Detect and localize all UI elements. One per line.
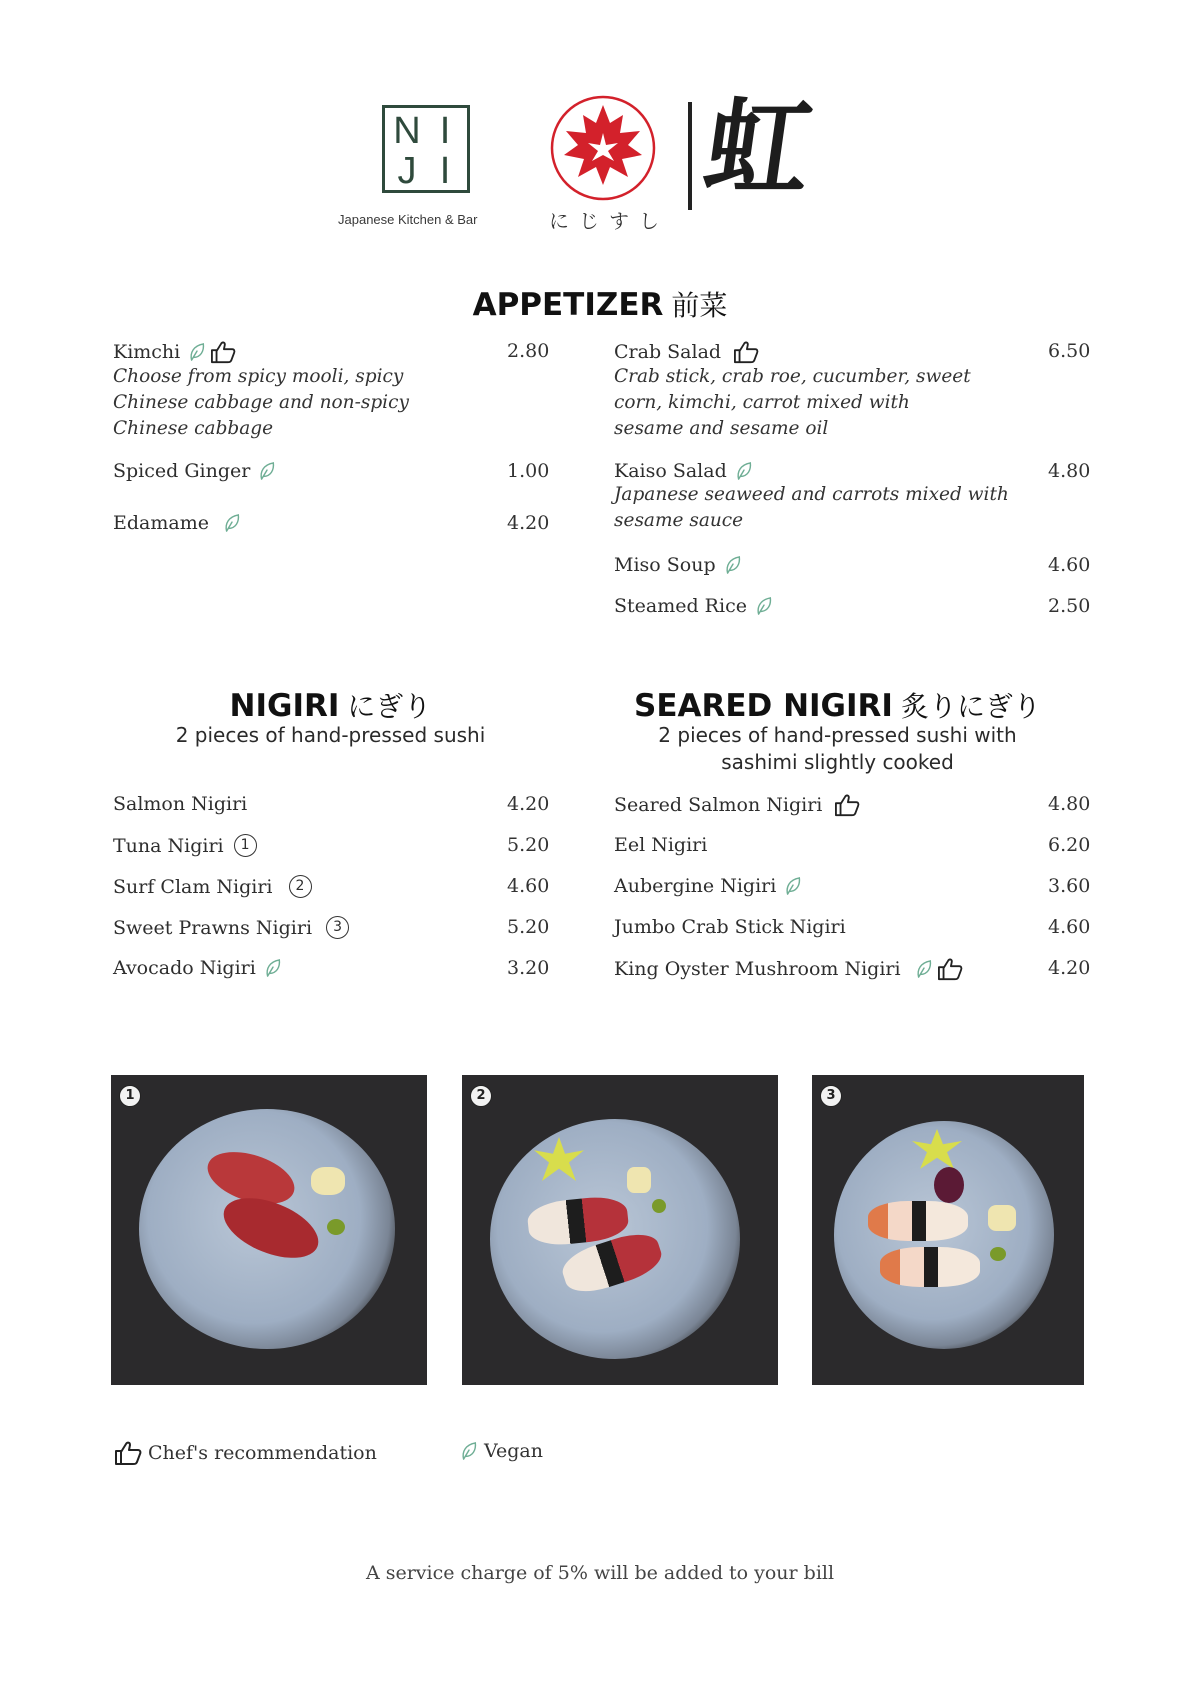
item-name: Surf Clam Nigiri xyxy=(113,875,273,898)
item-price: 2.50 xyxy=(1048,595,1091,617)
menu-item-king-oyster-mushroom-nigiri xyxy=(614,957,1089,981)
item-price: 6.50 xyxy=(1048,340,1091,362)
photo-surf-clam-nigiri xyxy=(462,1075,778,1385)
thumbs-up-icon xyxy=(937,957,963,981)
legend-label: Chef's recommendation xyxy=(148,1442,377,1464)
nigiri-title xyxy=(113,685,548,725)
item-description: Crab stick, crab roe, cucumber, sweet corn, kimchi, carrot mixed with sesame and sesame oil xyxy=(614,366,971,439)
logo-subtitle: Japanese Kitchen & Bar xyxy=(338,212,478,227)
item-price: 4.20 xyxy=(507,512,550,534)
nigiri-subtitle: 2 pieces of hand-pressed sushi xyxy=(175,723,486,747)
item-name: Steamed Rice xyxy=(614,595,747,617)
item-name: Kimchi xyxy=(113,341,181,363)
service-charge-note: A service charge of 5% will be added to your bill xyxy=(365,1562,835,1584)
photo-sweet-prawns-nigiri xyxy=(812,1075,1084,1385)
logo-letter: J xyxy=(397,150,417,192)
item-price: 4.20 xyxy=(1048,957,1091,979)
photo-ref-2-icon: 2 xyxy=(289,875,312,898)
seared-nigiri-title xyxy=(600,685,1075,725)
thumbs-up-icon xyxy=(834,793,860,817)
niji-logo xyxy=(382,105,470,193)
photo-ref-3-icon: 3 xyxy=(326,916,349,939)
photo-ref-1-icon: 1 xyxy=(234,834,257,857)
menu-item-avocado-nigiri xyxy=(113,957,548,979)
appetizer-title-jp: 前菜 xyxy=(671,289,728,322)
item-name: King Oyster Mushroom Nigiri xyxy=(614,958,901,980)
vegan-leaf-icon xyxy=(460,1441,478,1461)
item-price: 4.80 xyxy=(1048,460,1091,482)
menu-item-tuna-nigiri xyxy=(113,834,548,857)
item-name: Edamame xyxy=(113,512,209,534)
item-name: Crab Salad xyxy=(614,341,722,363)
logo-divider xyxy=(688,102,692,210)
nigiri-title-en: NIGIRI xyxy=(229,688,340,724)
seared-nigiri-title-jp: 炙りにぎり xyxy=(900,690,1041,723)
item-description: Choose from spicy mooli, spicy Chinese cabbage and non-spicy Chinese cabbage xyxy=(113,366,409,439)
vegan-leaf-icon xyxy=(258,461,276,481)
appetizer-title-en: APPETIZER xyxy=(472,287,664,323)
thumbs-up-icon xyxy=(733,340,759,364)
item-price: 4.60 xyxy=(1048,554,1091,576)
vegan-leaf-icon xyxy=(735,461,753,481)
vegan-leaf-icon xyxy=(724,555,742,575)
logo-letter: I xyxy=(439,150,451,192)
item-name: Sweet Prawns Nigiri xyxy=(113,916,313,939)
menu-item-miso-soup xyxy=(614,554,1089,576)
legend-vegan xyxy=(460,1440,543,1462)
menu-item-seared-salmon-nigiri xyxy=(614,793,1089,817)
item-price: 4.60 xyxy=(507,875,550,897)
menu-item-surf-clam-nigiri xyxy=(113,875,548,898)
menu-item-aubergine-nigiri xyxy=(614,875,1089,897)
logo-kana: にじすし xyxy=(549,209,669,233)
item-name: Salmon Nigiri xyxy=(113,793,248,815)
photo-badge: 3 xyxy=(820,1085,842,1107)
legend-label: Vegan xyxy=(484,1440,543,1462)
nigiri-title-jp: にぎり xyxy=(347,690,432,723)
item-price: 4.80 xyxy=(1048,793,1091,815)
photo-badge: 1 xyxy=(119,1085,141,1107)
item-price: 6.20 xyxy=(1048,834,1091,856)
menu-item-spiced-ginger xyxy=(113,460,548,482)
item-price: 1.00 xyxy=(507,460,550,482)
menu-item-jumbo-crab-stick-nigiri xyxy=(614,916,1089,938)
thumbs-up-icon xyxy=(114,1440,142,1466)
item-name: Spiced Ginger xyxy=(113,460,251,482)
menu-item-kimchi xyxy=(113,340,548,442)
menu-item-sweet-prawns-nigiri xyxy=(113,916,548,939)
subtitle-line-1: 2 pieces of hand-pressed sushi with xyxy=(658,723,1017,747)
appetizer-title xyxy=(0,284,1200,324)
legend-chef-recommendation xyxy=(114,1440,377,1466)
photo-tuna-nigiri xyxy=(111,1075,427,1385)
vegan-leaf-icon xyxy=(915,959,933,979)
item-name: Kaiso Salad xyxy=(614,460,727,482)
item-price: 5.20 xyxy=(507,834,550,856)
item-name: Jumbo Crab Stick Nigiri xyxy=(614,916,846,938)
item-price: 5.20 xyxy=(507,916,550,938)
thumbs-up-icon xyxy=(210,340,236,364)
logo-letter: N xyxy=(393,110,421,152)
item-name: Seared Salmon Nigiri xyxy=(614,794,823,816)
photo-badge: 2 xyxy=(470,1085,492,1107)
seared-nigiri-title-en: SEARED NIGIRI xyxy=(634,688,893,724)
item-name: Avocado Nigiri xyxy=(113,957,256,979)
logo-kanji: 虹 xyxy=(697,87,819,209)
item-name: Eel Nigiri xyxy=(614,834,708,856)
menu-item-crab-salad xyxy=(614,340,1089,442)
item-price: 3.60 xyxy=(1048,875,1091,897)
vegan-leaf-icon xyxy=(264,958,282,978)
seared-nigiri-subtitle xyxy=(600,722,1075,776)
item-name: Miso Soup xyxy=(614,554,716,576)
logo-letter: I xyxy=(439,110,451,152)
vegan-leaf-icon xyxy=(784,876,802,896)
menu-item-kaiso-salad xyxy=(614,460,1089,534)
menu-item-steamed-rice xyxy=(614,595,1089,617)
menu-item-salmon-nigiri xyxy=(113,793,548,815)
item-price: 3.20 xyxy=(507,957,550,979)
maple-leaf-logo-icon xyxy=(548,93,658,203)
item-description: Japanese seaweed and carrots mixed with sesame sauce xyxy=(614,484,1009,531)
item-name: Aubergine Nigiri xyxy=(614,875,777,897)
item-price: 2.80 xyxy=(507,340,550,362)
vegan-leaf-icon xyxy=(223,513,241,533)
item-price: 4.20 xyxy=(507,793,550,815)
item-name: Tuna Nigiri xyxy=(113,834,224,857)
vegan-leaf-icon xyxy=(188,342,206,362)
subtitle-line-2: sashimi slightly cooked xyxy=(721,750,954,774)
item-price: 4.60 xyxy=(1048,916,1091,938)
menu-item-edamame xyxy=(113,512,548,534)
menu-item-eel-nigiri xyxy=(614,834,1089,856)
vegan-leaf-icon xyxy=(755,596,773,616)
